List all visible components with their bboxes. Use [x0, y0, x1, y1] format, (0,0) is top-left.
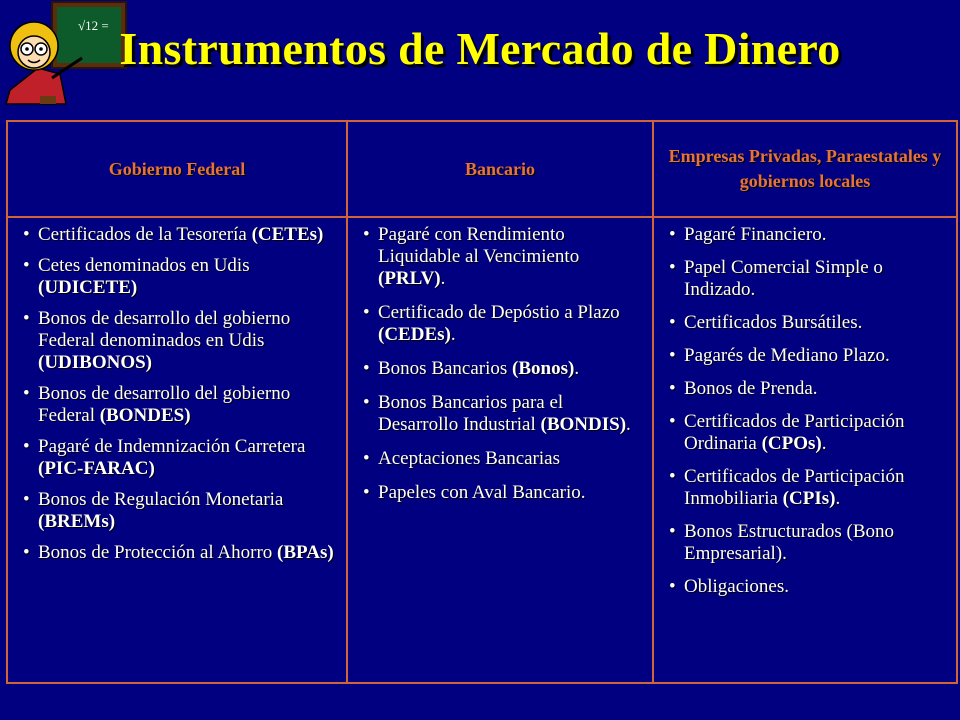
instrument-abbreviation: (BONDIS) [540, 414, 627, 435]
instrument-abbreviation: (UDICETE) [38, 277, 138, 298]
instrument-punctuation: . [440, 268, 446, 289]
list-item [356, 392, 648, 436]
list-item [16, 489, 342, 533]
instrument-name: Obligaciones. [684, 576, 790, 597]
instrument-abbreviation: (CPOs) [761, 433, 822, 454]
header-empresas-privadas: Empresas Privadas, Paraestatales y gobiernos locales [653, 121, 957, 217]
list-item [662, 378, 952, 400]
list-item [662, 466, 952, 510]
page-title: Instrumentos de Mercado de Dinero [119, 23, 841, 74]
list-item [662, 224, 952, 246]
list-item [662, 576, 952, 598]
instrument-list [16, 224, 342, 564]
instrument-punctuation: . [835, 488, 841, 509]
instrument-name: Certificados de la Tesorería [38, 224, 247, 245]
instrument-list [662, 224, 952, 598]
instrument-punctuation: . [626, 414, 631, 435]
list-item [356, 448, 648, 470]
instrument-abbreviation: (BREMs) [38, 511, 116, 532]
instrument-list [356, 224, 648, 504]
instrument-name: Pagaré de Indemnización Carretera [38, 436, 306, 457]
instrument-name: Aceptaciones Bancarias [378, 448, 560, 469]
list-item [662, 345, 952, 367]
list-item [16, 308, 342, 374]
list-item [356, 224, 648, 290]
instrument-name: Papeles con Aval Bancario. [378, 482, 586, 503]
instrument-name: Bonos de Regulación Monetaria [38, 489, 284, 510]
list-item [662, 257, 952, 301]
instrument-name: Pagaré Financiero. [684, 224, 827, 245]
chalkboard-formula: √12 = [78, 18, 109, 33]
header-bancario: Bancario [347, 121, 653, 217]
instrument-abbreviation: (PIC-FARAC) [38, 458, 155, 479]
list-item [662, 312, 952, 334]
header-gobierno-federal: Gobierno Federal [7, 121, 347, 217]
list-item [356, 482, 648, 504]
instrument-name: Certificados Bursátiles. [684, 312, 863, 333]
instrument-abbreviation: (CEDEs) [378, 324, 451, 345]
instrument-name: Pagaré con Rendimiento Liquidable al Vencimiento [378, 224, 580, 267]
list-item [356, 358, 648, 380]
instrument-name: Certificados de Participación Ordinaria [684, 411, 905, 454]
instrument-name: Papel Comercial Simple o Indizado. [684, 257, 883, 300]
instruments-table [6, 120, 958, 684]
list-item [16, 383, 342, 427]
instrument-abbreviation: (BONDES) [99, 405, 191, 426]
instrument-name: Certificados de Participación Inmobiliaria [684, 466, 905, 509]
table-row [7, 217, 957, 683]
list-item [16, 255, 342, 299]
instrument-name: Bonos de Prenda. [684, 378, 818, 399]
instrument-name: Cetes denominados en Udis [38, 255, 250, 276]
list-item [16, 542, 342, 564]
instrument-abbreviation: (Bonos) [512, 358, 575, 379]
instrument-punctuation: . [574, 358, 580, 379]
list-item [662, 521, 952, 565]
list-item [356, 302, 648, 346]
instrument-abbreviation: (CPIs) [782, 488, 836, 509]
instrument-name: Bonos de desarrollo del gobierno Federal [38, 383, 291, 426]
instrument-name: Certificado de Depóstio a Plazo [378, 302, 620, 323]
instrument-name: Bonos Estructurados (Bono Empresarial). [684, 521, 895, 564]
instrument-name: Bonos Bancarios [378, 358, 508, 379]
list-item [16, 224, 342, 246]
instrument-abbreviation: (BPAs) [277, 542, 334, 563]
list-item [662, 411, 952, 455]
column-bancario [347, 217, 653, 683]
instrument-name: Bonos de Protección al Ahorro [38, 542, 273, 563]
instrument-name: Bonos de desarrollo del gobierno Federal denominados en Udis [38, 308, 291, 351]
instrument-abbreviation: (UDIBONOS) [38, 352, 153, 373]
column-gobierno-federal [7, 217, 347, 683]
table-header-row [7, 121, 957, 217]
instrument-name: Pagarés de Mediano Plazo. [684, 345, 890, 366]
instrument-abbreviation: (PRLV) [378, 268, 441, 289]
instrument-punctuation: . [821, 433, 827, 454]
instrument-punctuation: . [450, 324, 456, 345]
list-item [16, 436, 342, 480]
column-empresas-privadas [653, 217, 957, 683]
instrument-name: Bonos Bancarios para el Desarrollo Industrial [378, 392, 564, 435]
instrument-abbreviation: (CETEs) [251, 224, 324, 245]
